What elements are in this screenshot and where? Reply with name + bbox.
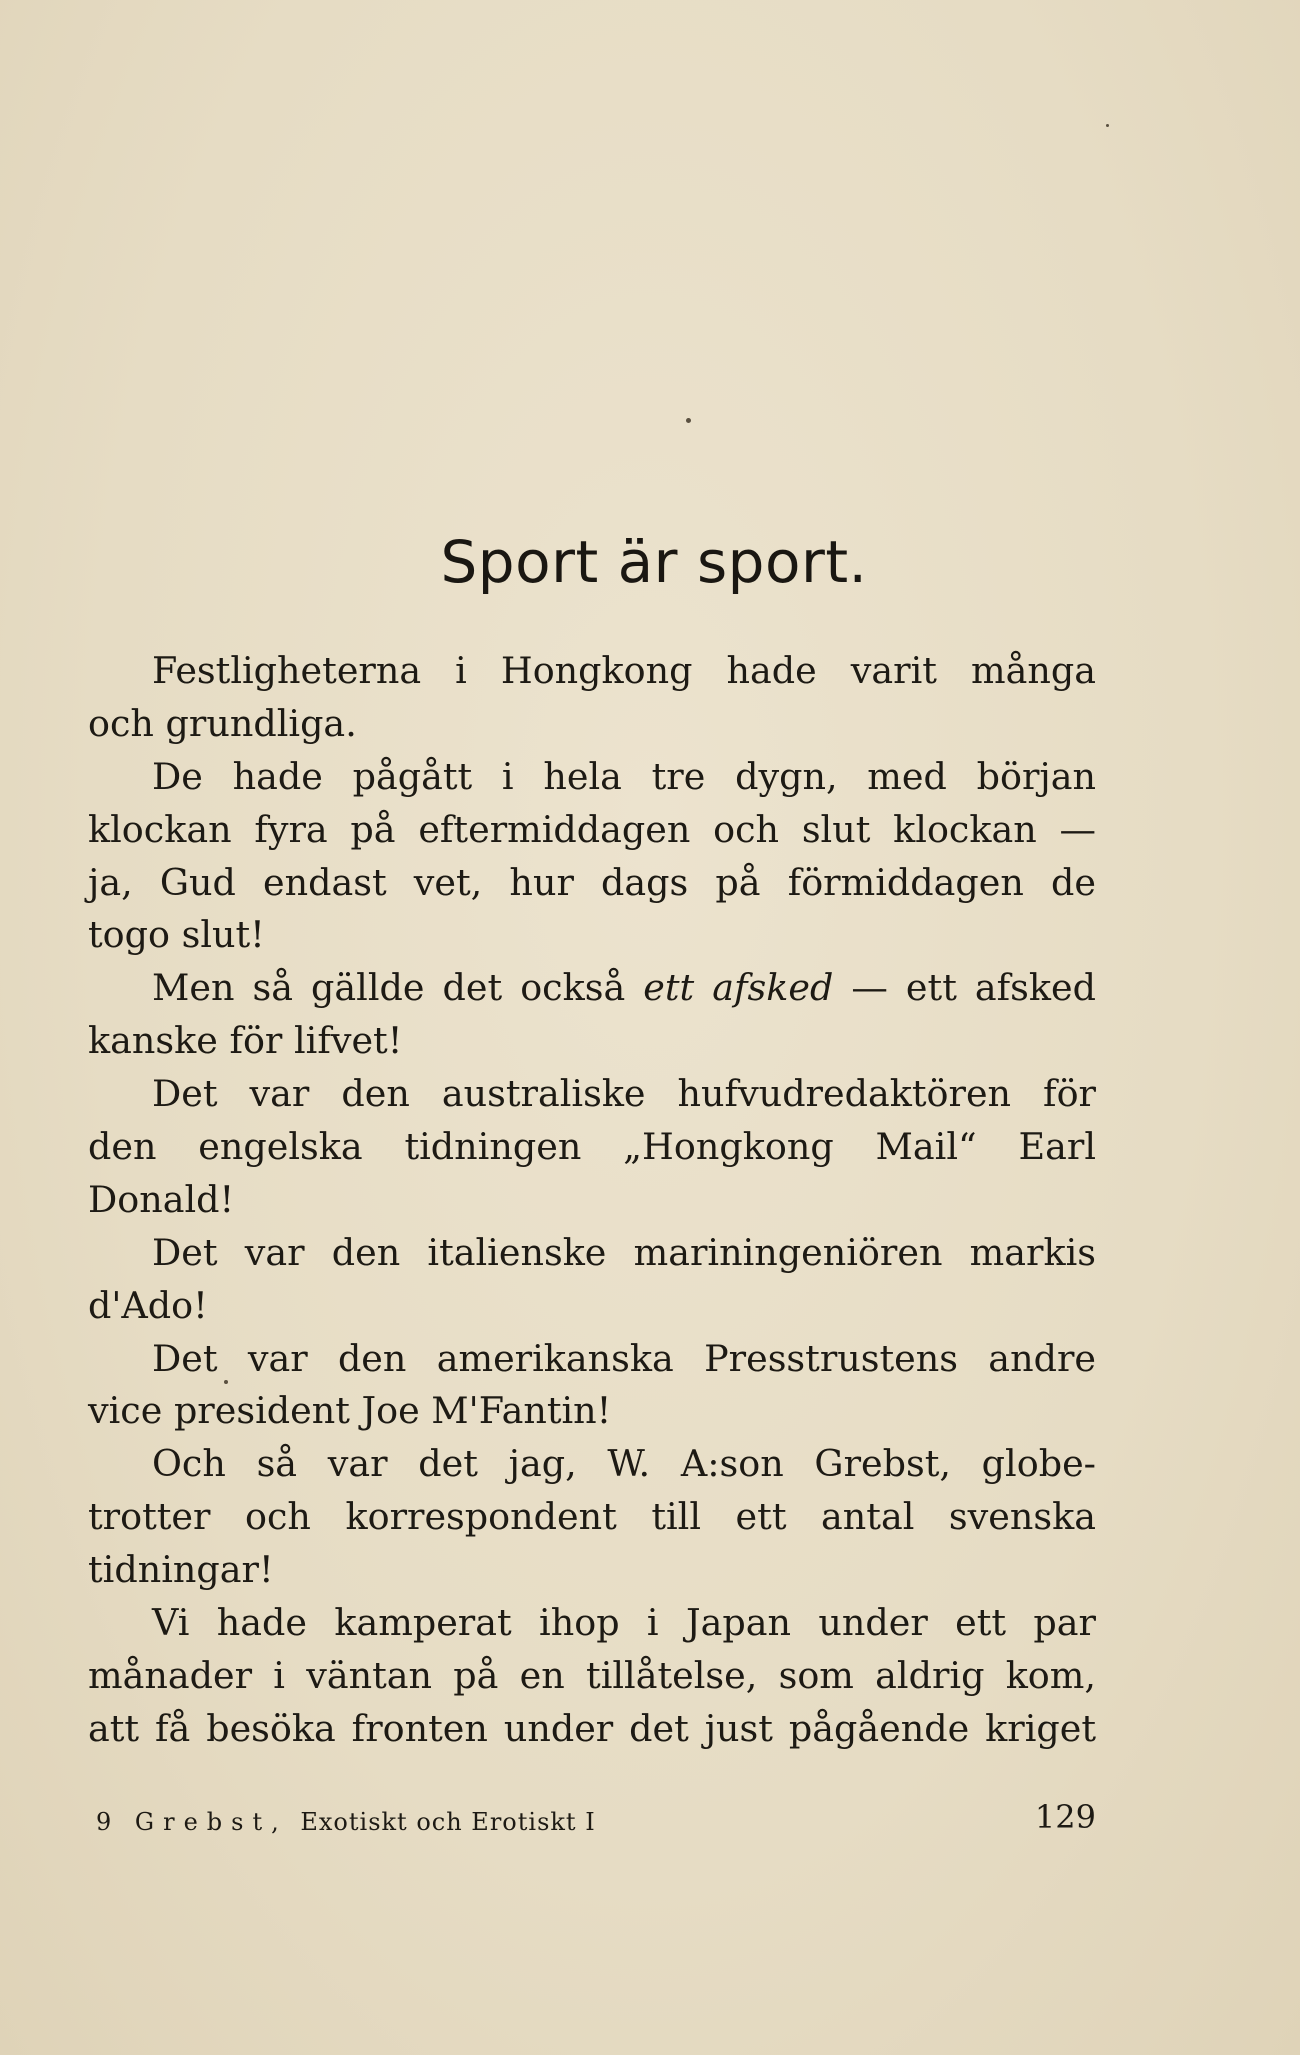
text-line: månader i väntan på en tillåtelse, som aldrig kom, [88,1653,1096,1697]
text-line: den engelska tidningen „Hongkong Mail“ Earl [88,1125,1096,1169]
text-line: och grundliga. [88,701,357,745]
text-line: tidningar! [88,1548,274,1592]
paper-speck [1106,124,1109,127]
text-line: Det var den italienske mariningeniören markis [152,1230,1096,1274]
paper-speck [686,418,691,423]
chapter-title: Sport är sport. [440,528,868,596]
text-line: att få besöka fronten under det just pågående kriget [88,1706,1096,1750]
footer-imprint [96,1808,596,1836]
footer-book-title: Exotiskt och Erotiskt I [300,1808,596,1836]
text-line: Det var den australiske hufvudredaktören för [152,1072,1096,1116]
text-line: kanske för lifvet! [88,1019,403,1063]
footer-author: Grebst, [134,1808,288,1836]
text-line: d'Ado! [88,1283,208,1327]
text-line: Festligheterna i Hongkong hade varit många [152,649,1096,692]
text-line: De hade pågått i hela tre dygn, med början [152,754,1096,798]
signature-mark: 9 [96,1808,113,1836]
text-line: trotter och korrespondent till ett antal svenska [88,1495,1096,1539]
text-line [88,962,1096,1015]
body-text [88,645,1096,1756]
text-line: Och så var det jag, W. A:son Grebst, globe- [152,1442,1096,1486]
text-line: ja, Gud endast vet, hur dags på förmiddagen de [88,860,1096,904]
page-number: 129 [1034,1798,1096,1836]
text-segment: Men så gällde det också [152,966,644,1010]
text-line: Donald! [88,1177,235,1221]
italic-phrase: ett afsked [643,966,834,1010]
text-line: klockan fyra på eftermiddagen och slut klockan — [88,807,1096,851]
text-line: Vi hade kamperat ihop i Japan under ett par [152,1601,1096,1645]
text-segment: — ett afsked [833,966,1096,1010]
text-line: vice president Joe M'Fantin! [88,1389,612,1433]
text-line: Det var den amerikanska Presstrustens andre [152,1336,1096,1380]
page-footer [96,1798,1096,1842]
text-line: togo slut! [88,913,265,957]
